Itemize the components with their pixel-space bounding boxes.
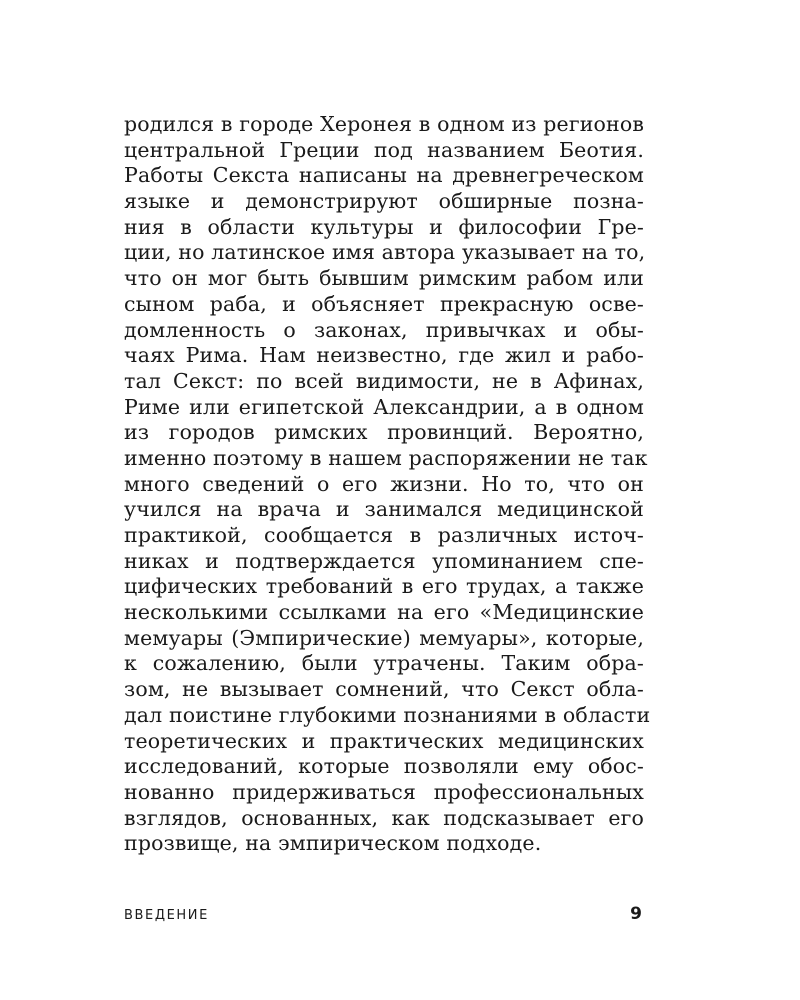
text-line: нованно придерживаться профессиональных xyxy=(124,779,644,804)
text-line: цифических требований в его трудах, а также xyxy=(124,574,644,599)
text-line: ния в области культуры и философии Гре- xyxy=(124,214,644,239)
text-line: мемуары (Эмпирические) мемуары», которые, xyxy=(124,625,644,650)
text-line: ции, но латинское имя автора указывает на то, xyxy=(124,240,646,265)
running-footer-section: ВВЕДЕНИЕ xyxy=(124,908,209,923)
text-line: много сведений о его жизни. Но то, что он xyxy=(124,471,644,496)
text-line: языке и демонстрируют обширные позна- xyxy=(124,189,644,214)
text-line: из городов римских провинций. Вероятно, xyxy=(124,420,644,445)
page-number: 9 xyxy=(630,904,642,924)
text-line: учился на врача и занимался медицинской xyxy=(124,497,644,522)
text-line: именно поэтому в нашем распоряжении не так xyxy=(124,445,648,470)
text-line: к сожалению, были утрачены. Таким обра- xyxy=(124,651,644,676)
text-line: дал поистине глубокими познаниями в области xyxy=(124,702,651,727)
text-line: центральной Греции под названием Беотия. xyxy=(124,137,644,162)
text-line: зом, не вызывает сомнений, что Секст обла- xyxy=(124,677,644,702)
text-line: сыном раба, и объясняет прекрасную осве- xyxy=(124,291,644,316)
text-line: тал Секст: по всей видимости, не в Афинах, xyxy=(124,368,644,393)
text-line: домленность о законах, привычках и обы- xyxy=(124,317,644,342)
text-line: взглядов, основанных, как подсказывает его xyxy=(124,805,644,830)
text-line: что он мог быть бывшим римским рабом или xyxy=(124,266,644,291)
text-line: Работы Секста написаны на древнегреческом xyxy=(124,163,644,188)
text-line: никах и подтверждается упоминанием спе- xyxy=(124,548,644,573)
text-line: исследований, которые позволяли ему обос- xyxy=(124,754,644,779)
text-line: чаях Рима. Нам неизвестно, где жил и рабо- xyxy=(124,343,644,368)
text-line: Риме или египетской Александрии, а в одном xyxy=(124,394,644,419)
text-line: практикой, сообщается в различных источ- xyxy=(124,523,644,547)
text-line: прозвище, на эмпирическом подходе. xyxy=(124,831,542,856)
text-line: несколькими ссылками на его «Медицинские xyxy=(124,600,644,625)
body-text xyxy=(124,112,651,857)
text-line: теоретических и практических медицинских xyxy=(124,728,644,753)
text-line: родился в городе Херонея в одном из регионов xyxy=(124,112,645,136)
